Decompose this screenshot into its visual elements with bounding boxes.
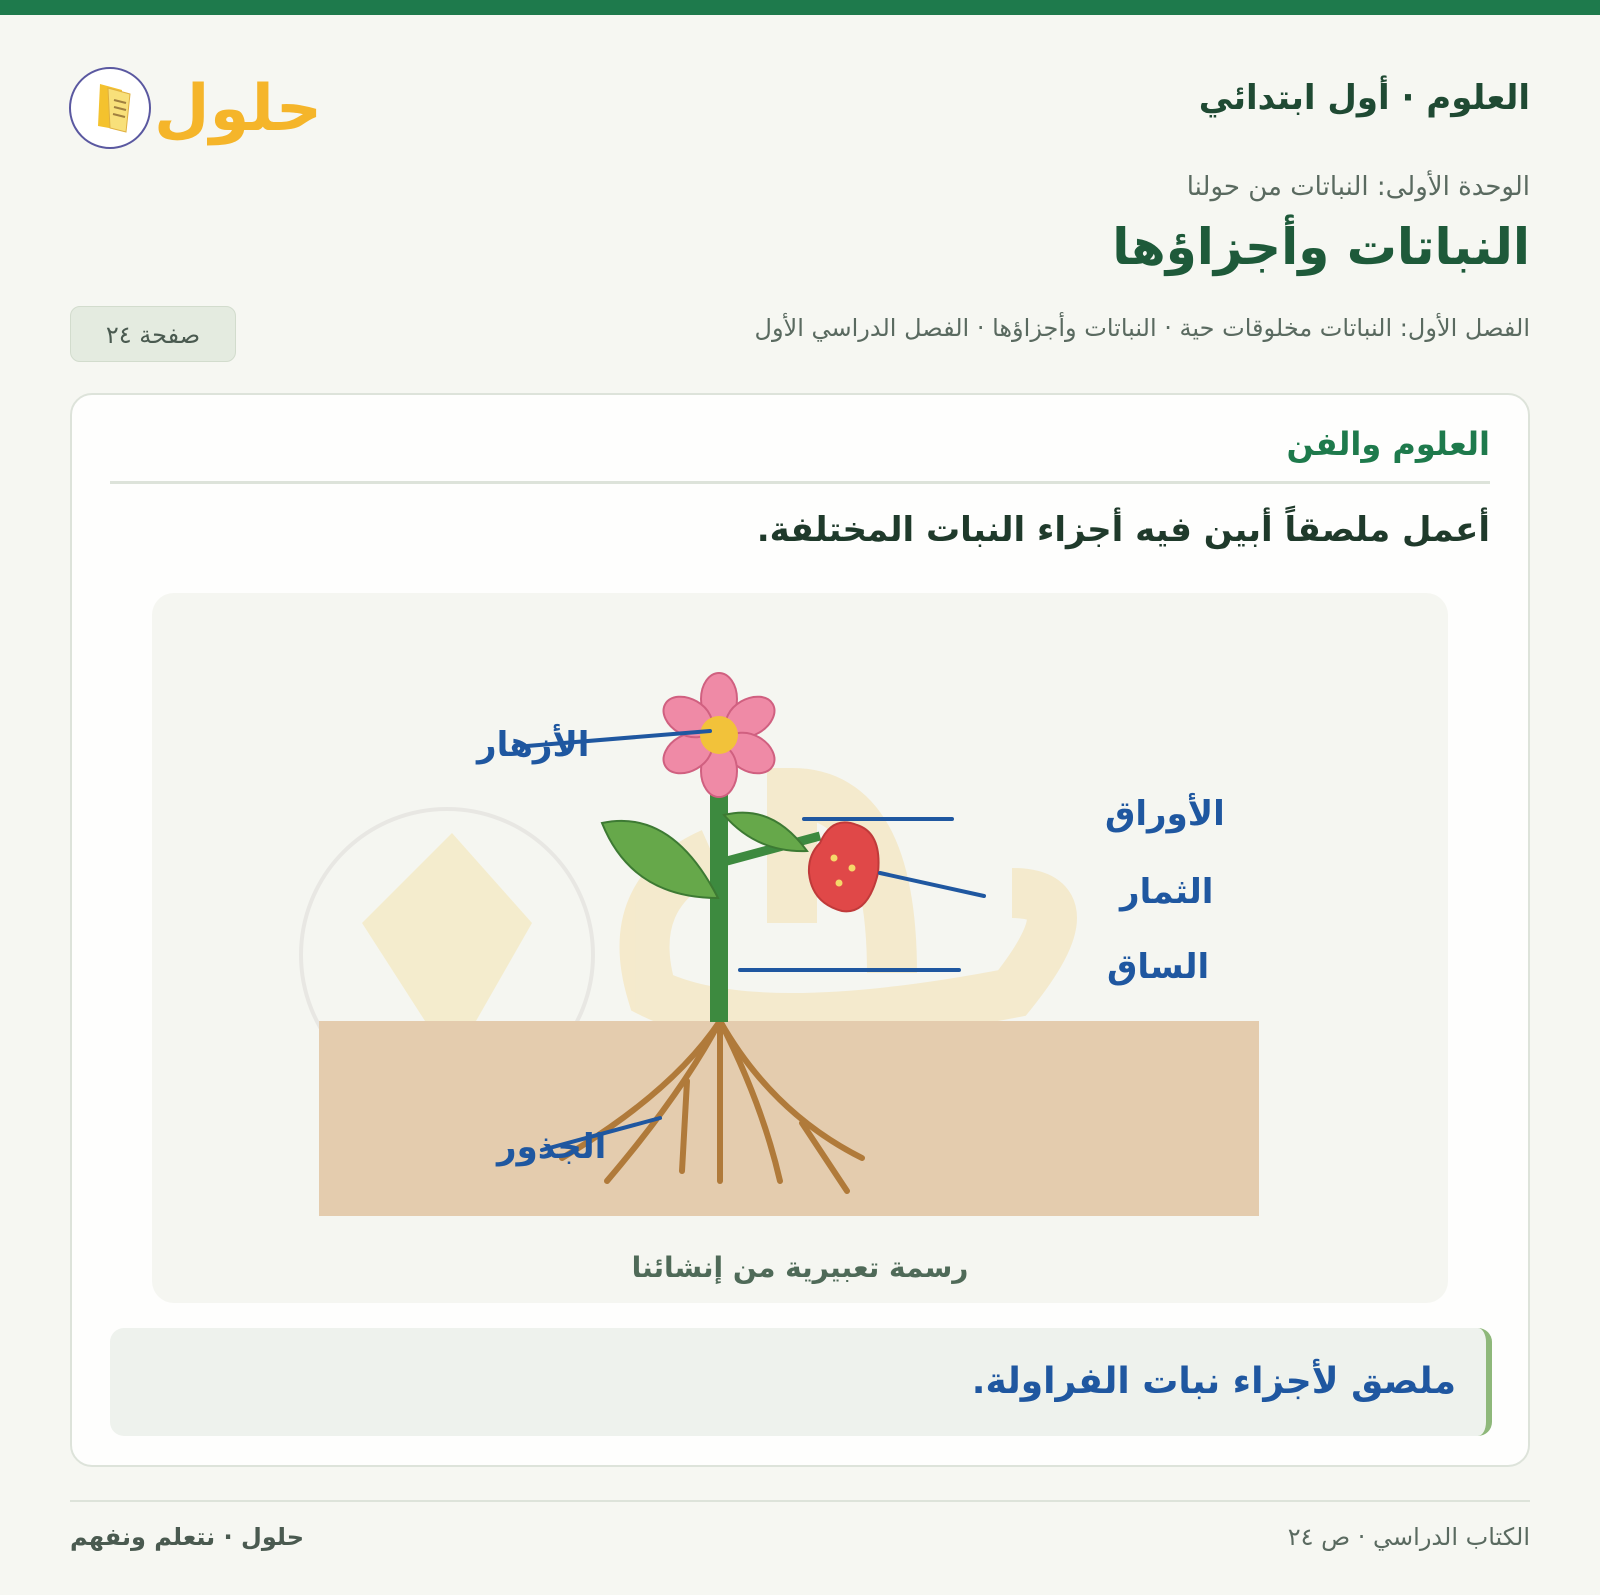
section-divider [110,481,1490,484]
breadcrumb: الفصل الأول: النباتات مخلوقات حية · النباتات وأجزاؤها · الفصل الدراسي الأول [754,314,1530,342]
logo-wordmark: حلول [154,72,322,146]
logo-icon [68,46,330,156]
plant-diagram-figure [152,593,1448,1303]
fruit-seed [836,880,843,887]
footer-book-page: الكتاب الدراسي · ص ٢٤ [1287,1523,1530,1551]
label-roots: الجذور [497,1127,607,1167]
footer-divider [70,1500,1530,1502]
fruit-seed [849,865,856,872]
label-stem: الساق [1107,947,1210,987]
flower-center [700,716,738,754]
unit-title: الوحدة الأولى: النباتات من حولنا [1186,172,1530,202]
answer-box [110,1328,1492,1436]
soil [319,1021,1259,1216]
page-number-badge: صفحة ٢٤ [70,306,236,362]
footer-tagline: حلول · نتعلم ونفهم [70,1523,304,1551]
figure-caption: رسمة تعبيرية من إنشائنا [631,1251,969,1284]
fruit-seed [831,855,838,862]
label-leaves: الأوراق [1105,794,1225,834]
halool-logo[interactable] [68,46,330,156]
label-flowers: الأزهار [477,725,590,765]
answer-text: ملصق لأجزاء نبات الفراولة. [971,1361,1456,1402]
label-fruits: الثمار [1120,872,1214,912]
question-text: أعمل ملصقاً أبين فيه أجزاء النبات المختلفة. [756,510,1490,550]
section-title: العلوم والفن [1286,425,1490,463]
top-accent-bar [0,0,1600,15]
stem [710,788,728,1022]
lesson-title: النباتات وأجزاؤها [1112,218,1530,276]
activity-card [70,393,1530,1467]
subject-grade: العلوم · أول ابتدائي [1198,78,1530,118]
plant-diagram [152,593,1448,1303]
